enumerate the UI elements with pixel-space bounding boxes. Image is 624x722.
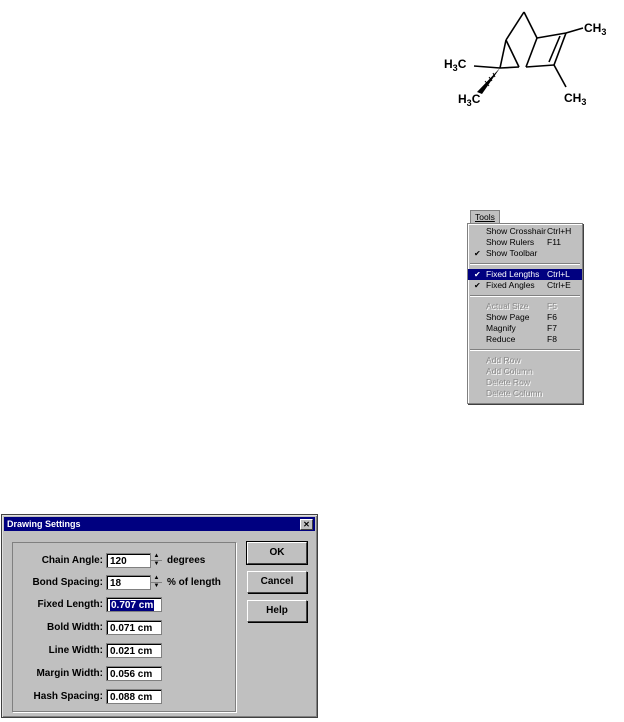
margin-width-label: Margin Width: [36,668,103,679]
bond-ring-1 [506,40,519,67]
menu-item-fixed-angles[interactable]: ✔ Fixed Angles Ctrl+E [474,280,571,290]
dialog-title-bar[interactable] [4,517,315,531]
bold-width-input[interactable]: 0.071 cm [106,620,162,635]
hash-spacing-label: Hash Spacing: [33,691,103,702]
checkmark-icon: ✔ [474,281,481,290]
fixed-length-value: 0.707 cm [111,600,154,611]
help-button[interactable]: Help [247,600,307,622]
menu-item-show-page[interactable]: Show Page F6 [486,312,557,322]
bond-ring-2 [526,38,537,67]
checkmark-icon: ✔ [474,249,481,258]
bond-spacing-unit: % of length [167,577,221,588]
close-icon: ✕ [303,520,310,529]
menu-item-show-rulers[interactable]: Show Rulers F11 [486,237,562,247]
dialog-title: Drawing Settings [7,519,81,529]
menu-title-tools[interactable]: Tools [470,210,500,223]
bond-spacing-input[interactable]: 18 [106,575,160,590]
menu-item-show-toolbar[interactable]: ✔ Show Toolbar [474,248,538,258]
menu-item-delete-column: Delete Column [486,388,543,398]
bond-methyl-top [566,28,583,33]
tools-menu [467,210,583,404]
bond-bridge-left [506,12,524,40]
fixed-length-label: Fixed Length: [37,599,103,610]
methyl-label-bottom-right: $CH_3$ [564,91,587,107]
drawing-settings-dialog [1,514,318,718]
bond-alkene-bottom [526,65,554,67]
menu-separator [470,295,580,297]
chain-angle-input[interactable]: 120 [106,553,160,568]
menu-item-delete-row: Delete Row [486,377,530,387]
menu-item-add-column: Add Column [486,366,533,376]
bond-spacing-spinner[interactable] [150,575,162,590]
bond-wedge-methyl [477,68,500,94]
menu-item-actual-size: Actual Size F5 [486,301,557,311]
spin-down-icon[interactable]: ▼ [153,561,160,567]
bond-double-2 [549,36,560,62]
line-width-label: Line Width: [48,645,103,656]
menu-item-magnify[interactable]: Magnify F7 [486,323,557,333]
hash-spacing-input[interactable]: 0.088 cm [106,689,162,704]
menu-item-show-crosshair[interactable]: Show Crosshair Ctrl+H [486,226,572,236]
methyl-label-left-1: $H_3C$ [444,57,467,73]
menu-item-reduce[interactable]: Reduce F8 [486,334,557,344]
bond-ring-4 [500,67,519,68]
menu-dropdown [467,223,583,404]
methyl-label-top-right: $CH_3$ [584,21,607,37]
menu-separator [470,263,580,265]
bold-width-label: Bold Width: [46,622,103,633]
close-button[interactable] [300,519,313,530]
bond-spacing-label: Bond Spacing: [32,577,103,588]
spin-up-icon[interactable]: ▲ [151,553,162,561]
menu-item-fixed-lengths[interactable]: ✔ Fixed Lengths Ctrl+L [468,269,582,280]
cancel-button[interactable]: Cancel [247,571,307,593]
chain-angle-label: Chain Angle: [41,555,103,566]
settings-group [12,542,236,712]
fixed-length-input[interactable] [106,597,162,612]
checkmark-icon: ✔ [474,270,481,279]
menu-separator [470,349,580,351]
methyl-label-left-2: $H_3C$ [458,92,481,108]
bond-ring-3 [500,40,506,68]
menu-item-add-row: Add Row [486,355,521,365]
margin-width-input[interactable]: 0.056 cm [106,666,162,681]
bond-methyl-left-1 [474,66,500,68]
bond-methyl-bottom [554,65,566,87]
spin-down-icon[interactable]: ▼ [153,583,160,589]
bond-bridge-right [524,12,537,38]
molecule-structure [438,0,624,120]
spin-up-icon[interactable]: ▲ [151,575,162,583]
chain-angle-unit: degrees [167,555,206,566]
chain-angle-spinner[interactable] [150,553,162,568]
bond-alkene-top [537,33,566,38]
ok-button[interactable]: OK [247,542,307,564]
line-width-input[interactable]: 0.021 cm [106,643,162,658]
